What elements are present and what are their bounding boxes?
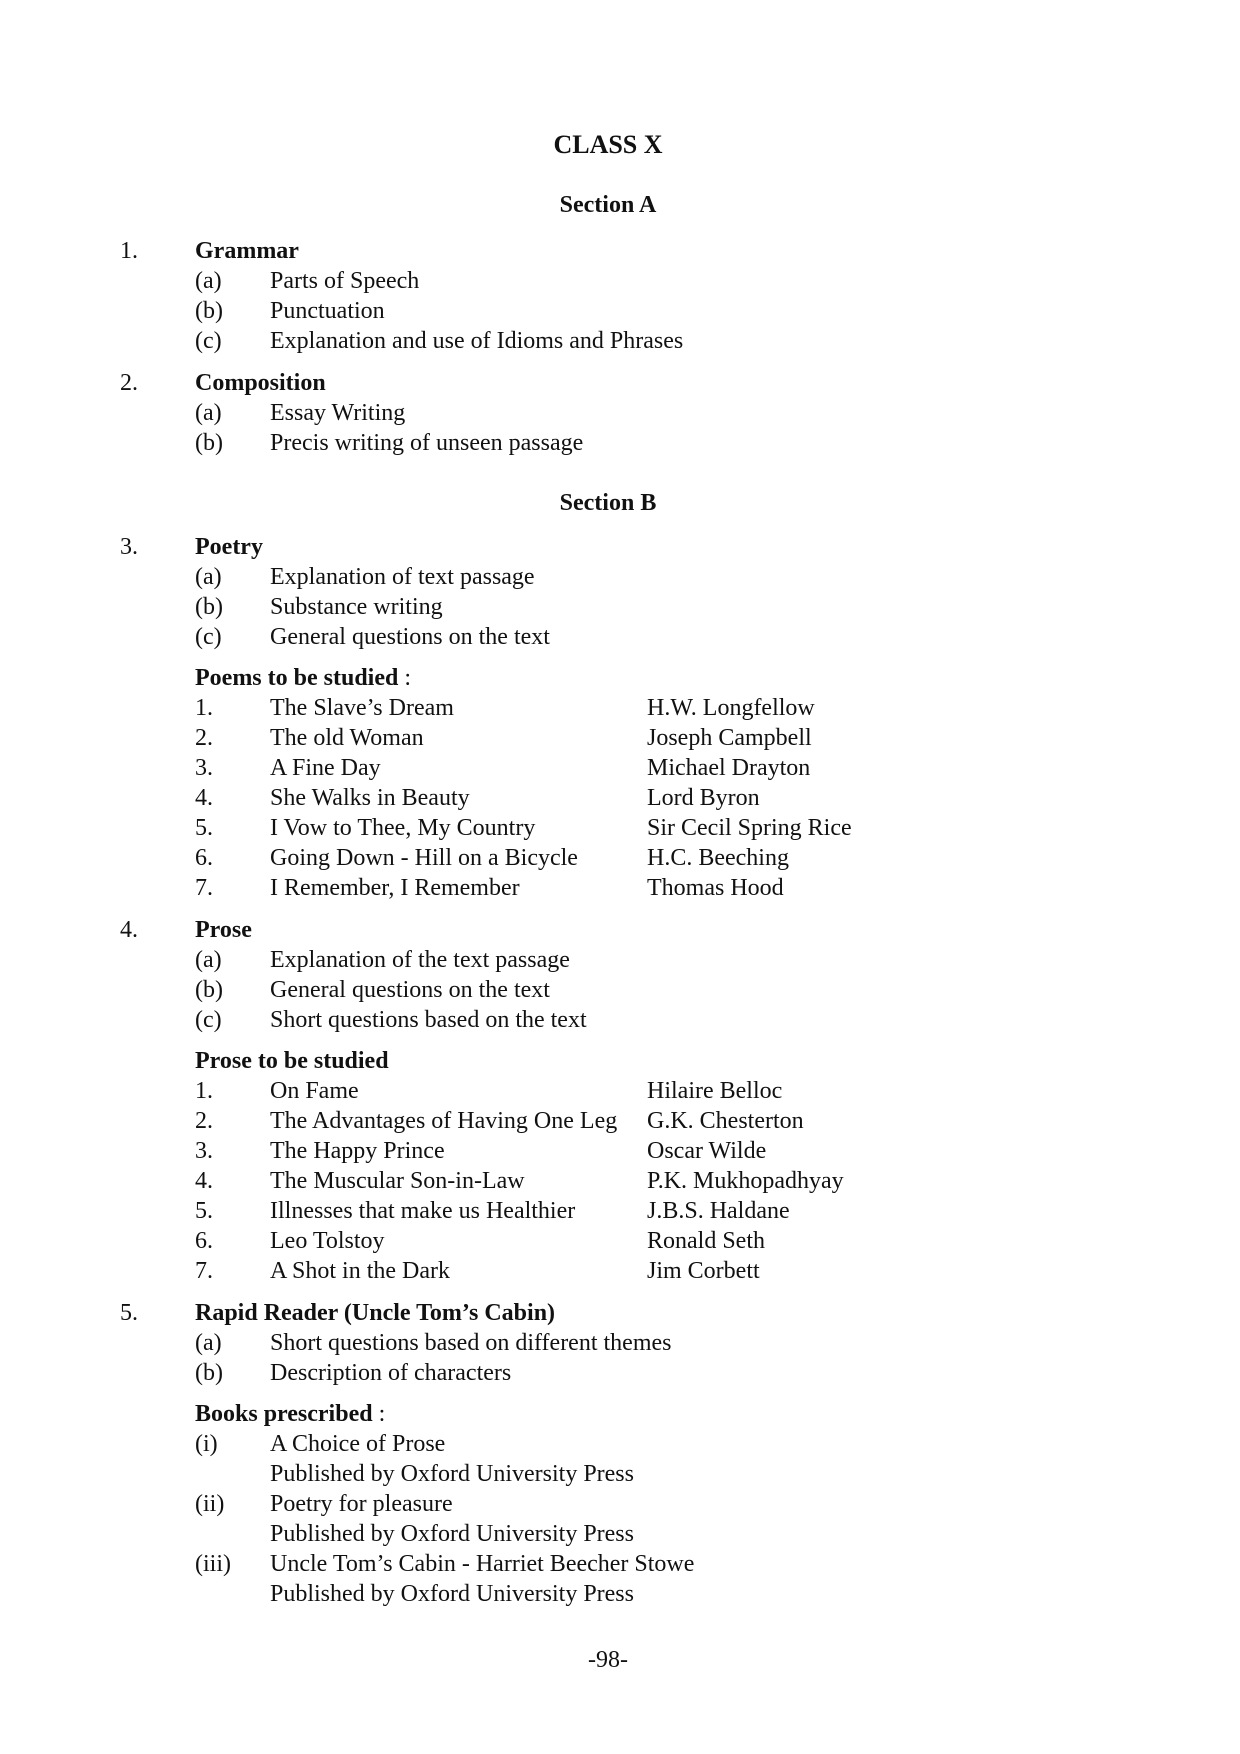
poem-title: I Vow to Thee, My Country	[270, 815, 536, 841]
grammar-heading: Grammar	[195, 238, 299, 264]
prose-number: 2.	[195, 1108, 213, 1134]
poem-number: 1.	[195, 695, 213, 721]
prose-number: 6.	[195, 1228, 213, 1254]
rapid-reader-heading: Rapid Reader (Uncle Tom’s Cabin)	[195, 1300, 556, 1326]
poem-author: Michael Drayton	[647, 755, 811, 781]
poems-studied-label: Poems to be studied	[195, 665, 399, 691]
sub-label: (a)	[195, 400, 222, 426]
prose-number: 1.	[195, 1078, 213, 1104]
sub-text: Precis writing of unseen passage	[270, 430, 584, 456]
poem-author: Lord Byron	[647, 785, 760, 811]
page-title: CLASS X	[553, 130, 663, 159]
sub-text: Parts of Speech	[270, 268, 420, 294]
prose-author: G.K. Chesterton	[647, 1108, 804, 1134]
sub-text: Explanation of the text passage	[270, 947, 570, 973]
poem-title: She Walks in Beauty	[270, 785, 470, 811]
sub-text: General questions on the text	[270, 977, 550, 1003]
composition-heading: Composition	[195, 370, 326, 396]
book-publisher: Published by Oxford University Press	[270, 1461, 634, 1487]
poem-title: I Remember, I Remember	[270, 875, 520, 901]
poem-number: 7.	[195, 875, 213, 901]
item-number: 3.	[120, 534, 138, 560]
prose-author: P.K. Mukhopadhyay	[647, 1168, 844, 1194]
prose-title: On Fame	[270, 1078, 359, 1104]
poems-studied-colon: :	[398, 665, 412, 691]
book-label: (ii)	[195, 1491, 225, 1517]
sub-label: (a)	[195, 268, 222, 294]
poems-studied-heading	[195, 663, 411, 693]
prose-number: 5.	[195, 1198, 213, 1224]
prose-title: Leo Tolstoy	[270, 1228, 385, 1254]
prose-heading: Prose	[195, 917, 252, 943]
sub-label: (b)	[195, 430, 223, 456]
books-prescribed-colon: :	[372, 1401, 386, 1427]
prose-title: The Happy Prince	[270, 1138, 445, 1164]
sub-label: (c)	[195, 328, 222, 354]
section-a-title: Section A	[559, 192, 657, 218]
prose-author: Hilaire Belloc	[647, 1078, 783, 1104]
sub-label: (b)	[195, 594, 223, 620]
poem-author: Thomas Hood	[647, 875, 784, 901]
item-number: 2.	[120, 370, 138, 396]
sub-label: (c)	[195, 1007, 222, 1033]
poem-number: 4.	[195, 785, 213, 811]
item-number: 5.	[120, 1300, 138, 1326]
prose-number: 3.	[195, 1138, 213, 1164]
poem-author: H.W. Longfellow	[647, 695, 815, 721]
book-title: A Choice of Prose	[270, 1431, 446, 1457]
poem-author: H.C. Beeching	[647, 845, 789, 871]
prose-author: Jim Corbett	[647, 1258, 760, 1284]
poem-title: A Fine Day	[270, 755, 381, 781]
poem-title: The Slave’s Dream	[270, 695, 454, 721]
poetry-heading: Poetry	[195, 534, 263, 560]
prose-title: The Advantages of Having One Leg	[270, 1108, 618, 1134]
prose-studied-heading: Prose to be studied	[195, 1048, 389, 1074]
books-prescribed-label: Books prescribed	[195, 1401, 373, 1427]
section-b-title: Section B	[559, 490, 657, 516]
books-prescribed-heading	[195, 1399, 385, 1429]
sub-label: (c)	[195, 624, 222, 650]
sub-text: Essay Writing	[270, 400, 406, 426]
sub-text: Substance writing	[270, 594, 443, 620]
sub-label: (b)	[195, 1360, 223, 1386]
book-title: Uncle Tom’s Cabin - Harriet Beecher Stowe	[270, 1551, 695, 1577]
sub-text: Explanation of text passage	[270, 564, 535, 590]
prose-title: The Muscular Son-in-Law	[270, 1168, 525, 1194]
item-number: 1.	[120, 238, 138, 264]
poem-number: 5.	[195, 815, 213, 841]
book-label: (iii)	[195, 1551, 231, 1577]
book-publisher: Published by Oxford University Press	[270, 1581, 634, 1607]
prose-number: 4.	[195, 1168, 213, 1194]
book-title: Poetry for pleasure	[270, 1491, 453, 1517]
sub-text: Description of characters	[270, 1360, 512, 1386]
prose-number: 7.	[195, 1258, 213, 1284]
sub-text: Explanation and use of Idioms and Phrases	[270, 328, 684, 354]
sub-label: (a)	[195, 947, 222, 973]
sub-text: Short questions based on different themes	[270, 1330, 672, 1356]
sub-text: General questions on the text	[270, 624, 550, 650]
prose-title: A Shot in the Dark	[270, 1258, 450, 1284]
poem-author: Sir Cecil Spring Rice	[647, 815, 852, 841]
item-number: 4.	[120, 917, 138, 943]
sub-text: Short questions based on the text	[270, 1007, 587, 1033]
poem-number: 6.	[195, 845, 213, 871]
poem-title: Going Down - Hill on a Bicycle	[270, 845, 578, 871]
page-number: -98-	[588, 1647, 628, 1673]
sub-label: (a)	[195, 1330, 222, 1356]
sub-label: (a)	[195, 564, 222, 590]
prose-author: Oscar Wilde	[647, 1138, 767, 1164]
poem-number: 3.	[195, 755, 213, 781]
poem-number: 2.	[195, 725, 213, 751]
prose-author: J.B.S. Haldane	[647, 1198, 790, 1224]
prose-title: Illnesses that make us Healthier	[270, 1198, 576, 1224]
sub-label: (b)	[195, 977, 223, 1003]
poem-author: Joseph Campbell	[647, 725, 812, 751]
book-publisher: Published by Oxford University Press	[270, 1521, 634, 1547]
book-label: (i)	[195, 1431, 218, 1457]
prose-author: Ronald Seth	[647, 1228, 765, 1254]
sub-text: Punctuation	[270, 298, 385, 324]
poem-title: The old Woman	[270, 725, 424, 751]
sub-label: (b)	[195, 298, 223, 324]
